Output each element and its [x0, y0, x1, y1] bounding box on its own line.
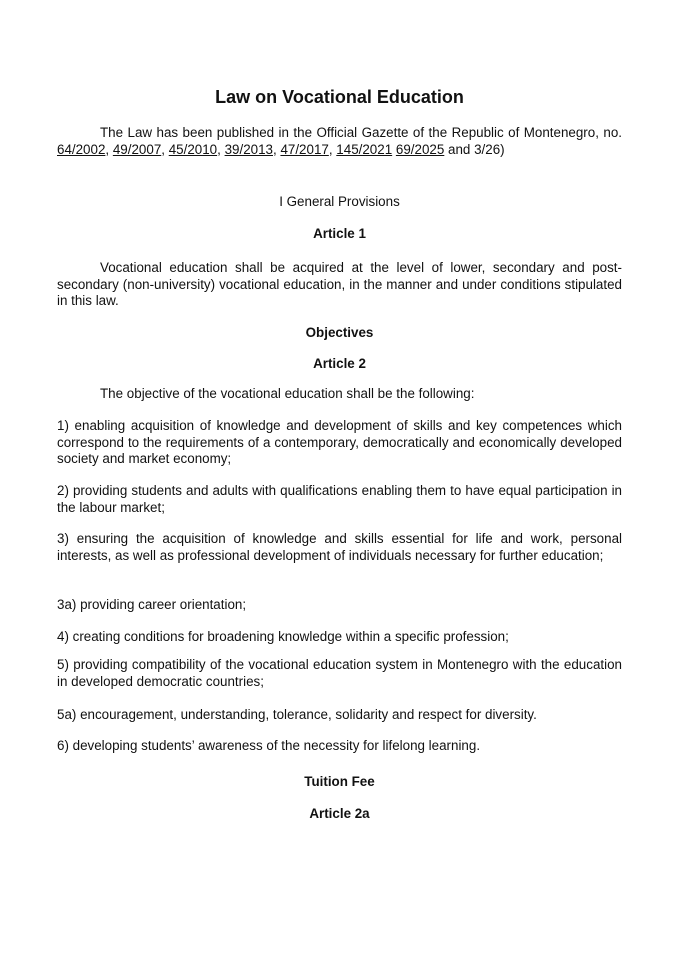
- gazette-link[interactable]: 69/2025: [395, 141, 445, 157]
- objective-item: 4) creating conditions for broadening knowledge within a specific profession;: [57, 629, 509, 644]
- gazette-link[interactable]: 64/2002: [57, 141, 106, 157]
- objective-item: 3a) providing career orientation;: [57, 597, 247, 612]
- objective-item: 6) developing students’ awareness of the necessity for lifelong learning.: [57, 738, 481, 753]
- chapter-heading: I General Provisions: [279, 194, 400, 209]
- gazette-link[interactable]: 45/2010: [168, 141, 218, 157]
- article-2-heading: Article 2: [313, 356, 366, 371]
- objective-item: 5) providing compatibility of the vocational education system in Montenegro with the education in developed democratic countries;: [57, 657, 622, 689]
- objective-item: 1) enabling acquisition of knowledge and development of skills and key competences which correspond to the requirements of a contemporary, democratically and economically developed society and market economy;: [57, 418, 622, 466]
- gazette-link[interactable]: 39/2013: [224, 141, 273, 157]
- article-1-text: Vocational education shall be acquired at the level of lower, secondary and post-secondary (non-university) vocational education, in the manner and under conditions stipulated in this law.: [57, 260, 622, 308]
- objective-item: 5a) encouragement, understanding, tolerance, solidarity and respect for diversity.: [57, 707, 537, 722]
- publication-suffix: and 3/26): [448, 141, 505, 157]
- article-1-heading: Article 1: [313, 226, 366, 241]
- objective-item: 3) ensuring the acquisition of knowledge and skills essential for life and work, personal interests, as well as professional development of individuals necessary for further education;: [57, 531, 622, 563]
- gazette-link[interactable]: 145/2021: [336, 141, 393, 157]
- gazette-link[interactable]: 49/2007: [112, 141, 162, 157]
- document-title: Law on Vocational Education: [215, 87, 464, 107]
- objective-item: 2) providing students and adults with qualifications enabling them to have equal participation in the labour market;: [57, 483, 622, 515]
- article-2a-heading: Article 2a: [309, 806, 370, 821]
- article-2-intro: The objective of the vocational education shall be the following:: [100, 386, 475, 401]
- publication-note: The Law has been published in the Official Gazette of the Republic of Montenegro, no. 64/2002, 49/2007, 45/2010, 39/2013, 47/2017, 145/2021 69/2025 and 3/26): [57, 125, 622, 157]
- gazette-link[interactable]: 47/2017: [280, 141, 329, 157]
- publication-prefix: The Law has been published in the Official Gazette of the Republic of Montenegro, no.: [100, 125, 622, 140]
- tuition-heading: Tuition Fee: [304, 774, 375, 789]
- objectives-heading: Objectives: [305, 325, 374, 340]
